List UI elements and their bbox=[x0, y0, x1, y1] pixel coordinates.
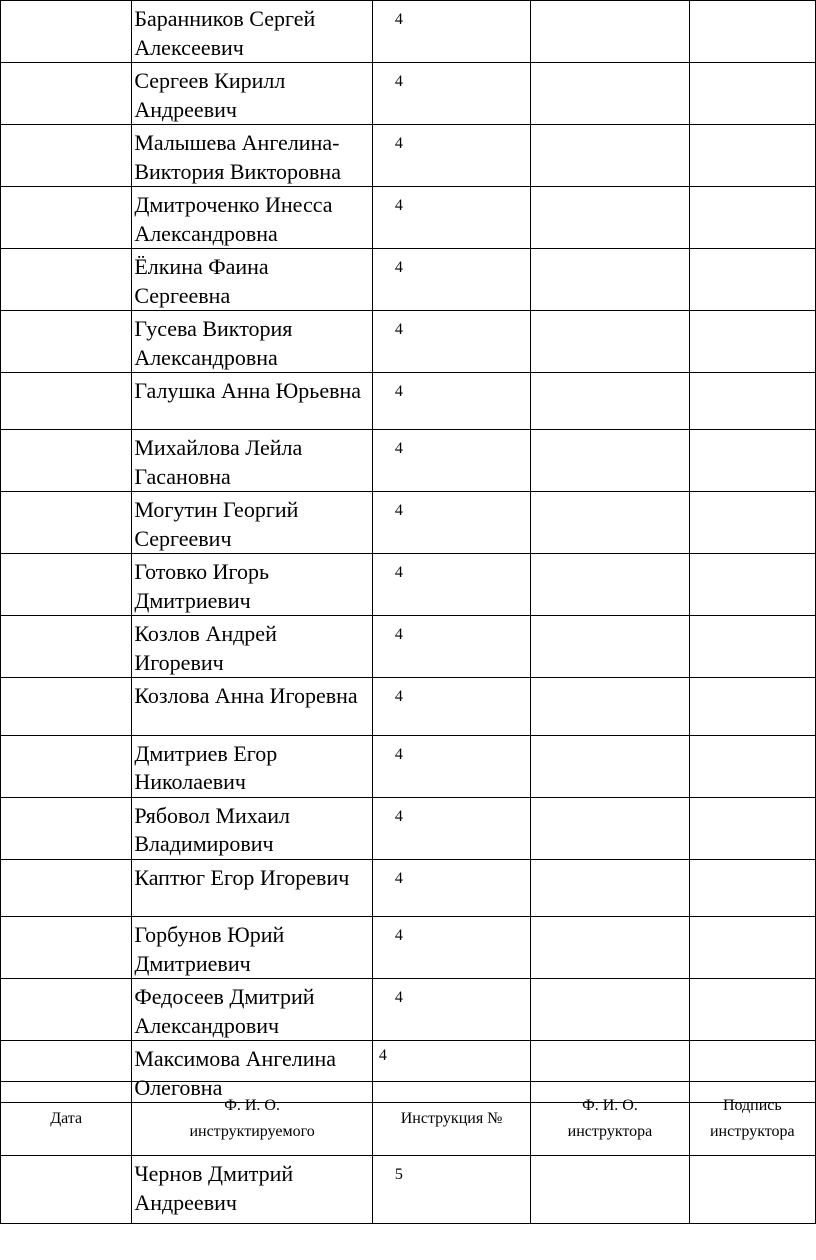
instruction-number: 4 bbox=[372, 249, 530, 311]
signature-cell bbox=[689, 735, 815, 797]
instructor-cell bbox=[531, 492, 689, 554]
instruction-number: 4 bbox=[372, 373, 530, 430]
header-instructor: Ф. И. О. инструктора bbox=[531, 1082, 689, 1156]
trainee-name: Козлова Анна Игоревна bbox=[132, 678, 373, 735]
trainee-name: Максимова Ангелина Олеговна bbox=[132, 1041, 373, 1103]
signature-cell bbox=[689, 430, 815, 492]
table-row bbox=[1, 1, 816, 63]
instruction-number: 4 bbox=[372, 917, 530, 979]
signature-cell bbox=[689, 859, 815, 916]
table-row bbox=[1, 859, 816, 916]
instructor-cell bbox=[531, 311, 689, 373]
header-row bbox=[1, 1082, 816, 1156]
table-row bbox=[1, 917, 816, 979]
trainee-name: Дмитриев Егор Николаевич bbox=[132, 735, 373, 797]
signature-cell bbox=[689, 187, 815, 249]
trainee-name: Каптюг Егор Игоревич bbox=[132, 859, 373, 916]
instruction-number: 4 bbox=[372, 1, 530, 63]
table-row bbox=[1, 311, 816, 373]
table-row bbox=[1, 187, 816, 249]
instructor-cell bbox=[531, 616, 689, 678]
instructor-cell bbox=[531, 1156, 689, 1224]
table-row bbox=[1, 373, 816, 430]
instruction-number: 4 bbox=[372, 187, 530, 249]
date-cell bbox=[1, 373, 132, 430]
table-row bbox=[1, 125, 816, 187]
bottom-table bbox=[0, 1081, 816, 1224]
date-cell bbox=[1, 1156, 132, 1224]
instruction-number: 4 bbox=[372, 735, 530, 797]
table-row bbox=[1, 249, 816, 311]
trainee-name: Козлов Андрей Игоревич bbox=[132, 616, 373, 678]
table-row bbox=[1, 1156, 816, 1224]
instruction-number: 4 bbox=[372, 797, 530, 859]
instructor-cell bbox=[531, 859, 689, 916]
date-cell bbox=[1, 311, 132, 373]
instructor-cell bbox=[531, 187, 689, 249]
signature-cell bbox=[689, 917, 815, 979]
date-cell bbox=[1, 554, 132, 616]
signature-cell bbox=[689, 311, 815, 373]
trainee-name: Могутин Георгий Сергеевич bbox=[132, 492, 373, 554]
date-cell bbox=[1, 616, 132, 678]
table-row bbox=[1, 616, 816, 678]
signature-cell bbox=[689, 797, 815, 859]
trainee-name: Галушка Анна Юрьевна bbox=[132, 373, 373, 430]
table-row bbox=[1, 678, 816, 735]
instructor-cell bbox=[531, 917, 689, 979]
instruction-number: 4 bbox=[372, 125, 530, 187]
date-cell bbox=[1, 678, 132, 735]
instruction-number: 4 bbox=[372, 311, 530, 373]
signature-cell bbox=[689, 249, 815, 311]
instructor-cell bbox=[531, 249, 689, 311]
instructor-cell bbox=[531, 979, 689, 1041]
instruction-number: 4 bbox=[372, 979, 530, 1041]
instruction-number: 5 bbox=[372, 1156, 530, 1224]
trainee-name: Гусева Виктория Александровна bbox=[132, 311, 373, 373]
instruction-number: 4 bbox=[372, 492, 530, 554]
trainee-name: Готовко Игорь Дмитриевич bbox=[132, 554, 373, 616]
signature-cell bbox=[689, 492, 815, 554]
table-row bbox=[1, 735, 816, 797]
signature-cell bbox=[689, 63, 815, 125]
signature-cell bbox=[689, 1, 815, 63]
instructor-cell bbox=[531, 797, 689, 859]
signature-cell bbox=[689, 1156, 815, 1224]
date-cell bbox=[1, 63, 132, 125]
instruction-number: 4 bbox=[372, 616, 530, 678]
top-table-body bbox=[1, 1, 816, 1103]
date-cell bbox=[1, 859, 132, 916]
header-date: Дата bbox=[1, 1082, 132, 1156]
instruction-number: 4 bbox=[372, 1041, 530, 1103]
date-cell bbox=[1, 1, 132, 63]
signature-cell bbox=[689, 979, 815, 1041]
instruction-number: 4 bbox=[372, 678, 530, 735]
date-cell bbox=[1, 979, 132, 1041]
date-cell bbox=[1, 430, 132, 492]
trainee-name: Баранников Сергей Алексеевич bbox=[132, 1, 373, 63]
trainee-name: Федосеев Дмитрий Александрович bbox=[132, 979, 373, 1041]
instruction-number: 4 bbox=[372, 859, 530, 916]
trainee-name: Чернов Дмитрий Андреевич bbox=[132, 1156, 373, 1224]
table-row bbox=[1, 430, 816, 492]
table-row bbox=[1, 63, 816, 125]
trainee-name: Рябовол Михаил Владимирович bbox=[132, 797, 373, 859]
instructor-cell bbox=[531, 1, 689, 63]
date-cell bbox=[1, 492, 132, 554]
signature-cell bbox=[689, 125, 815, 187]
instruction-number: 4 bbox=[372, 554, 530, 616]
trainee-name: Сергеев Кирилл Андреевич bbox=[132, 63, 373, 125]
header-signature: Подпись инструктора bbox=[689, 1082, 815, 1156]
instructor-cell bbox=[531, 63, 689, 125]
trainee-name: Ёлкина Фаина Сергеевна bbox=[132, 249, 373, 311]
table-row bbox=[1, 554, 816, 616]
signature-cell bbox=[689, 678, 815, 735]
date-cell bbox=[1, 249, 132, 311]
header-trainee: Ф. И. О. инструктируемого bbox=[132, 1082, 373, 1156]
instructor-cell bbox=[531, 125, 689, 187]
instructor-cell bbox=[531, 678, 689, 735]
date-cell bbox=[1, 797, 132, 859]
trainee-name: Горбунов Юрий Дмитриевич bbox=[132, 917, 373, 979]
trainee-name: Дмитроченко Инесса Александровна bbox=[132, 187, 373, 249]
trainee-name: Малышева Ангелина-Виктория Викторовна bbox=[132, 125, 373, 187]
instructor-cell bbox=[531, 430, 689, 492]
date-cell bbox=[1, 917, 132, 979]
table-row bbox=[1, 492, 816, 554]
instruction-number: 4 bbox=[372, 430, 530, 492]
trainee-name: Михайлова Лейла Гасановна bbox=[132, 430, 373, 492]
instructor-cell bbox=[531, 373, 689, 430]
date-cell bbox=[1, 125, 132, 187]
instructor-cell bbox=[531, 735, 689, 797]
header-instruction: Инструкция № bbox=[372, 1082, 530, 1156]
instruction-number: 4 bbox=[372, 63, 530, 125]
signature-cell bbox=[689, 373, 815, 430]
date-cell bbox=[1, 187, 132, 249]
instructor-cell bbox=[531, 554, 689, 616]
signature-cell bbox=[689, 616, 815, 678]
signature-cell bbox=[689, 554, 815, 616]
table-row bbox=[1, 979, 816, 1041]
date-cell bbox=[1, 735, 132, 797]
table-row bbox=[1, 797, 816, 859]
